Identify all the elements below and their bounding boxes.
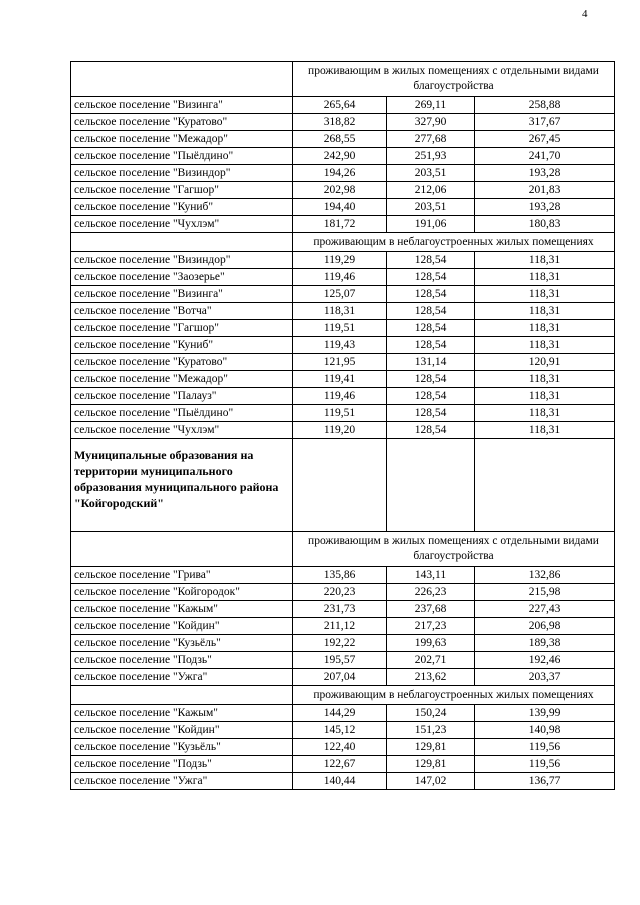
value-cell: 193,28 (475, 199, 615, 216)
value-cell: 242,90 (293, 148, 387, 165)
table-row (71, 303, 615, 320)
value-cell: 119,41 (293, 371, 387, 388)
value-cell: 136,77 (475, 773, 615, 790)
table-row (71, 216, 615, 233)
table-row (71, 773, 615, 790)
row-name: сельское поселение "Межадор" (71, 371, 293, 388)
value-cell: 144,29 (293, 705, 387, 722)
value-cell: 211,12 (293, 618, 387, 635)
value-cell: 194,40 (293, 199, 387, 216)
table-row (71, 182, 615, 199)
value-cell: 268,55 (293, 131, 387, 148)
value-cell: 135,86 (293, 567, 387, 584)
value-cell: 128,54 (387, 286, 475, 303)
value-cell: 118,31 (475, 286, 615, 303)
table-row (71, 286, 615, 303)
value-cell: 193,28 (475, 165, 615, 182)
table-row (71, 131, 615, 148)
row-name: сельское поселение "Кажым" (71, 601, 293, 618)
blank-cell (71, 62, 293, 97)
table-row (71, 320, 615, 337)
value-cell: 118,31 (475, 320, 615, 337)
value-cell: 128,54 (387, 269, 475, 286)
value-cell: 215,98 (475, 584, 615, 601)
value-cell: 241,70 (475, 148, 615, 165)
row-name: сельское поселение "Подзь" (71, 652, 293, 669)
page-number: 4 (582, 8, 588, 20)
value-cell: 119,51 (293, 405, 387, 422)
value-cell: 132,86 (475, 567, 615, 584)
row-name: сельское поселение "Палауз" (71, 388, 293, 405)
value-cell: 199,63 (387, 635, 475, 652)
value-cell: 227,43 (475, 601, 615, 618)
value-cell: 131,14 (387, 354, 475, 371)
section-header-row (71, 532, 615, 567)
table-row (71, 388, 615, 405)
row-name: сельское поселение "Куратово" (71, 354, 293, 371)
table-row (71, 148, 615, 165)
value-cell: 213,62 (387, 669, 475, 686)
value-cell: 203,51 (387, 199, 475, 216)
value-cell: 201,83 (475, 182, 615, 199)
row-name: сельское поселение "Кузьёль" (71, 739, 293, 756)
value-cell: 118,31 (475, 371, 615, 388)
value-cell: 122,67 (293, 756, 387, 773)
section-header: проживающим в неблагоустроенных жилых помещениях (293, 233, 615, 252)
value-cell: 277,68 (387, 131, 475, 148)
value-cell: 139,99 (475, 705, 615, 722)
table-row (71, 422, 615, 439)
row-name: сельское поселение "Койгородок" (71, 584, 293, 601)
value-cell: 150,24 (387, 705, 475, 722)
value-cell: 119,43 (293, 337, 387, 354)
value-cell: 145,12 (293, 722, 387, 739)
value-cell: 128,54 (387, 252, 475, 269)
value-cell: 194,26 (293, 165, 387, 182)
value-cell: 128,54 (387, 405, 475, 422)
value-cell: 237,68 (387, 601, 475, 618)
value-cell: 202,71 (387, 652, 475, 669)
table-row (71, 618, 615, 635)
value-cell: 195,57 (293, 652, 387, 669)
value-cell: 128,54 (387, 371, 475, 388)
value-cell: 119,20 (293, 422, 387, 439)
table-row (71, 584, 615, 601)
value-cell: 118,31 (475, 252, 615, 269)
value-cell: 151,23 (387, 722, 475, 739)
value-cell: 118,31 (475, 337, 615, 354)
value-cell: 181,72 (293, 216, 387, 233)
value-cell: 118,31 (475, 388, 615, 405)
value-cell: 192,22 (293, 635, 387, 652)
value-cell: 212,06 (387, 182, 475, 199)
row-name: сельское поселение "Койдин" (71, 618, 293, 635)
section-header-row (71, 686, 615, 705)
blank-cell (293, 439, 387, 532)
tariff-table (70, 61, 615, 790)
row-name: сельское поселение "Ужга" (71, 773, 293, 790)
value-cell: 327,90 (387, 114, 475, 131)
table-row (71, 405, 615, 422)
section-header: проживающим в неблагоустроенных жилых помещениях (293, 686, 615, 705)
value-cell: 119,46 (293, 388, 387, 405)
value-cell: 318,82 (293, 114, 387, 131)
value-cell: 207,04 (293, 669, 387, 686)
value-cell: 122,40 (293, 739, 387, 756)
row-name: сельское поселение "Вотча" (71, 303, 293, 320)
value-cell: 140,98 (475, 722, 615, 739)
table-row (71, 705, 615, 722)
value-cell: 119,29 (293, 252, 387, 269)
table-row (71, 756, 615, 773)
section-header-row (71, 62, 615, 97)
table-row (71, 354, 615, 371)
value-cell: 267,45 (475, 131, 615, 148)
value-cell: 203,51 (387, 165, 475, 182)
table-row (71, 601, 615, 618)
value-cell: 189,38 (475, 635, 615, 652)
section-header: проживающим в жилых помещениях с отдельными видами благоустройства (293, 62, 615, 97)
row-name: сельское поселение "Куратово" (71, 114, 293, 131)
blank-cell (387, 439, 475, 532)
value-cell: 192,46 (475, 652, 615, 669)
table-row (71, 371, 615, 388)
row-name: сельское поселение "Кузьёль" (71, 635, 293, 652)
value-cell: 118,31 (475, 405, 615, 422)
table-row (71, 252, 615, 269)
value-cell: 118,31 (475, 422, 615, 439)
row-name: сельское поселение "Межадор" (71, 131, 293, 148)
value-cell: 206,98 (475, 618, 615, 635)
row-name: сельское поселение "Визиндор" (71, 165, 293, 182)
value-cell: 118,31 (475, 303, 615, 320)
value-cell: 119,46 (293, 269, 387, 286)
row-name: сельское поселение "Куниб" (71, 337, 293, 354)
value-cell: 125,07 (293, 286, 387, 303)
value-cell: 251,93 (387, 148, 475, 165)
table-row (71, 269, 615, 286)
group-row (71, 439, 615, 532)
value-cell: 118,31 (293, 303, 387, 320)
value-cell: 143,11 (387, 567, 475, 584)
blank-cell (71, 532, 293, 567)
section-header: проживающим в жилых помещениях с отдельными видами благоустройства (293, 532, 615, 567)
blank-cell (71, 686, 293, 705)
value-cell: 128,54 (387, 320, 475, 337)
value-cell: 129,81 (387, 739, 475, 756)
table-row (71, 114, 615, 131)
value-cell: 119,56 (475, 739, 615, 756)
table-row (71, 337, 615, 354)
row-name: сельское поселение "Чухлэм" (71, 216, 293, 233)
row-name: сельское поселение "Гагшор" (71, 182, 293, 199)
value-cell: 140,44 (293, 773, 387, 790)
table-row (71, 652, 615, 669)
value-cell: 128,54 (387, 337, 475, 354)
value-cell: 258,88 (475, 97, 615, 114)
row-name: сельское поселение "Гагшор" (71, 320, 293, 337)
row-name: сельское поселение "Визиндор" (71, 252, 293, 269)
value-cell: 317,67 (475, 114, 615, 131)
table-row (71, 199, 615, 216)
row-name: сельское поселение "Грива" (71, 567, 293, 584)
value-cell: 129,81 (387, 756, 475, 773)
row-name: сельское поселение "Визинга" (71, 97, 293, 114)
table-row (71, 567, 615, 584)
table-row (71, 165, 615, 182)
value-cell: 119,51 (293, 320, 387, 337)
row-name: сельское поселение "Визинга" (71, 286, 293, 303)
row-name: сельское поселение "Пыёлдино" (71, 148, 293, 165)
value-cell: 217,23 (387, 618, 475, 635)
row-name: сельское поселение "Ужга" (71, 669, 293, 686)
row-name: сельское поселение "Чухлэм" (71, 422, 293, 439)
table-row (71, 669, 615, 686)
row-name: сельское поселение "Кажым" (71, 705, 293, 722)
table-row (71, 722, 615, 739)
table-row (71, 97, 615, 114)
value-cell: 191,06 (387, 216, 475, 233)
value-cell: 265,64 (293, 97, 387, 114)
value-cell: 202,98 (293, 182, 387, 199)
row-name: сельское поселение "Койдин" (71, 722, 293, 739)
table-row (71, 739, 615, 756)
value-cell: 120,91 (475, 354, 615, 371)
row-name: сельское поселение "Пыёлдино" (71, 405, 293, 422)
value-cell: 121,95 (293, 354, 387, 371)
row-name: сельское поселение "Заозерье" (71, 269, 293, 286)
value-cell: 220,23 (293, 584, 387, 601)
value-cell: 180,83 (475, 216, 615, 233)
value-cell: 128,54 (387, 303, 475, 320)
section-header-row (71, 233, 615, 252)
row-name: сельское поселение "Куниб" (71, 199, 293, 216)
value-cell: 128,54 (387, 422, 475, 439)
group-title: Муниципальные образования на территории муниципального образования муниципального района "Койгородский" (71, 439, 293, 532)
value-cell: 119,56 (475, 756, 615, 773)
value-cell: 231,73 (293, 601, 387, 618)
blank-cell (71, 233, 293, 252)
row-name: сельское поселение "Подзь" (71, 756, 293, 773)
value-cell: 203,37 (475, 669, 615, 686)
table-row (71, 635, 615, 652)
value-cell: 128,54 (387, 388, 475, 405)
blank-cell (475, 439, 615, 532)
value-cell: 147,02 (387, 773, 475, 790)
value-cell: 118,31 (475, 269, 615, 286)
value-cell: 226,23 (387, 584, 475, 601)
value-cell: 269,11 (387, 97, 475, 114)
